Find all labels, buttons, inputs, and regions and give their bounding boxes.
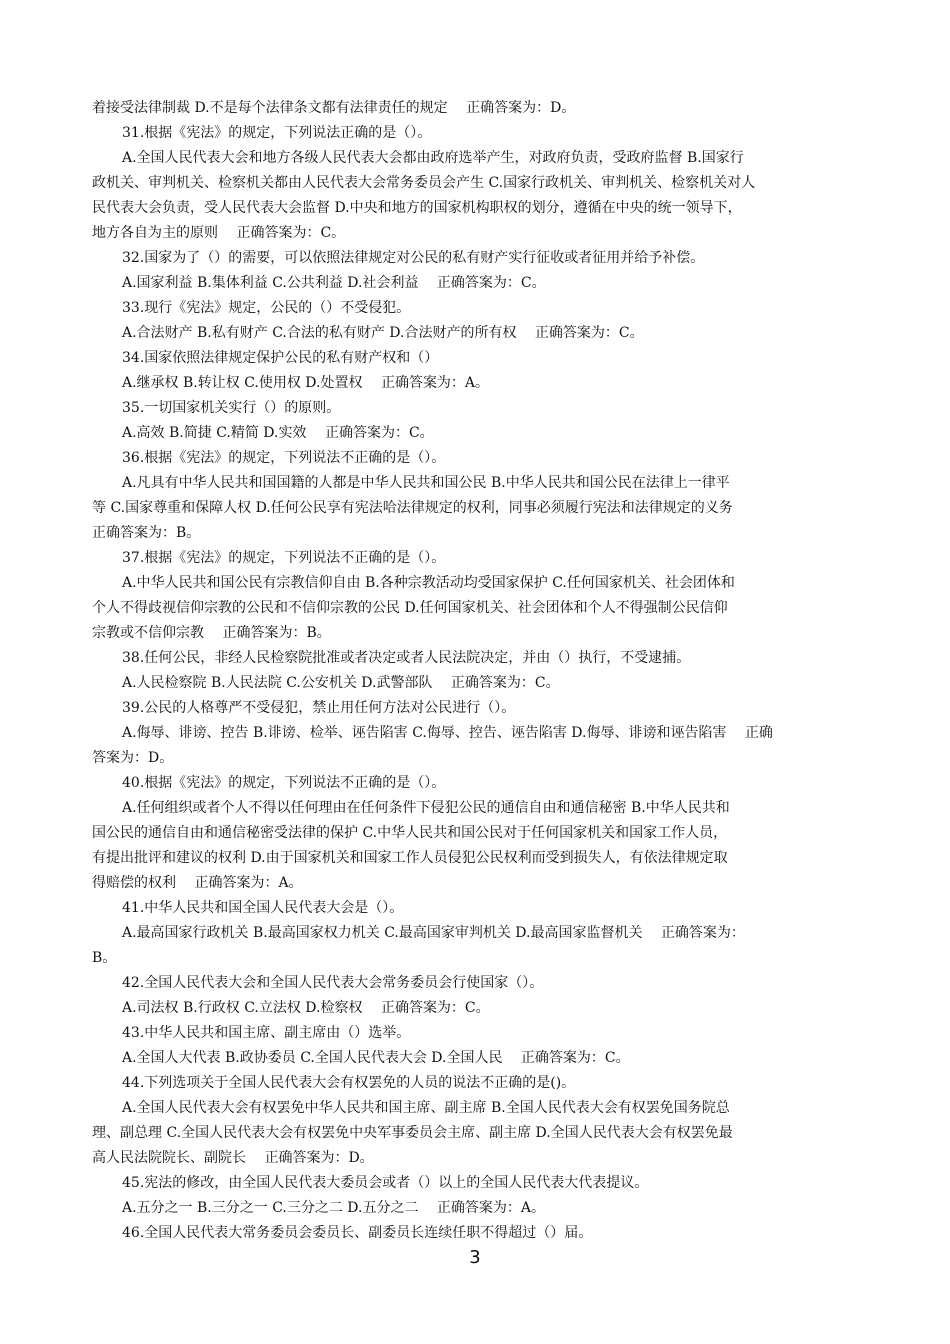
text-line: 宗教或不信仰宗教 正确答案为：B。 [92, 625, 331, 641]
text-line: 着接受法律制裁 D.不是每个法律条文都有法律责任的规定 正确答案为：D。 [92, 100, 576, 116]
text-line: A.司法权 B.行政权 C.立法权 D.检察权 正确答案为：C。 [122, 1000, 490, 1016]
text-line: 高人民法院院长、副院长 正确答案为：D。 [92, 1150, 374, 1166]
text-line: A.任何组织或者个人不得以任何理由在任何条件下侵犯公民的通信自由和通信秘密 B.中华人民共和 [122, 800, 730, 816]
text-line: A.中华人民共和国公民有宗教信仰自由 B.各种宗教活动均受国家保护 C.任何国家机关、社会团体和 [122, 575, 735, 591]
text-line: 46.全国人民代表大常务委员会委员长、副委员长连续任职不得超过（）届。 [122, 1225, 593, 1241]
text-line: 有提出批评和建议的权利 D.由于国家机关和国家工作人员侵犯公民权利而受到损失人，有依法律规定取 [92, 850, 728, 866]
text-line: 等 C.国家尊重和保障人权 D.任何公民享有宪法哈法律规定的权利，同事必须履行宪法和法律规定的义务 [92, 500, 733, 516]
text-line: 答案为：D。 [92, 750, 174, 766]
text-line: A.五分之一 B.三分之一 C.三分之二 D.五分之二 正确答案为：A。 [122, 1200, 546, 1216]
text-line: 32.国家为了（）的需要，可以依照法律规定对公民的私有财产实行征收或者征用并给予补偿。 [122, 250, 705, 266]
text-line: 35.一切国家机关实行（）的原则。 [122, 400, 341, 416]
text-line: 民代表大会负责，受人民代表大会监督 D.中央和地方的国家机构职权的划分，遵循在中央的统一领导下， [92, 200, 742, 216]
text-line: A.全国人大代表 B.政协委员 C.全国人民代表大会 D.全国人民 正确答案为：C。 [122, 1050, 630, 1066]
text-line: 39.公民的人格尊严不受侵犯，禁止用任何方法对公民进行（）。 [122, 700, 516, 716]
text-line: 33.现行《宪法》规定，公民的（）不受侵犯。 [122, 300, 411, 316]
text-line: 31.根据《宪法》的规定，下列说法正确的是（）。 [122, 125, 432, 141]
text-line: A.凡具有中华人民共和国国籍的人都是中华人民共和国公民 B.中华人民共和国公民在法律上一律平 [122, 475, 730, 491]
text-line: A.国家利益 B.集体利益 C.公共利益 D.社会利益 正确答案为：C。 [122, 275, 546, 291]
text-line: 国公民的通信自由和通信秘密受法律的保护 C.中华人民共和国公民对于任何国家机关和国家工作人员， [92, 825, 728, 841]
text-line: 政机关、审判机关、检察机关都由人民代表大会常务委员会产生 C.国家行政机关、审判机关、检察机关对人 [92, 175, 756, 191]
text-line: 38.任何公民，非经人民检察院批准或者决定或者人民法院决定，并由（）执行，不受逮捕。 [122, 650, 691, 666]
text-line: 个人不得歧视信仰宗教的公民和不信仰宗教的公民 D.任何国家机关、社会团体和个人不得强制公民信仰 [92, 600, 728, 616]
text-line: A.继承权 B.转让权 C.使用权 D.处置权 正确答案为：A。 [122, 375, 490, 391]
text-line: A.高效 B.简捷 C.精简 D.实效 正确答案为：C。 [122, 425, 434, 441]
text-line: A.人民检察院 B.人民法院 C.公安机关 D.武警部队 正确答案为：C。 [122, 675, 560, 691]
document-body [92, 96, 862, 1246]
page-number: 3 [469, 1247, 481, 1268]
text-line: 42.全国人民代表大会和全国人民代表大会常务委员会行使国家（）。 [122, 975, 544, 991]
text-line: 43.中华人民共和国主席、副主席由（）选举。 [122, 1025, 411, 1041]
text-line: A.全国人民代表大会和地方各级人民代表大会都由政府选举产生，对政府负责，受政府监督 B.国家行 [122, 150, 744, 166]
text-line: 正确答案为：B。 [92, 525, 201, 541]
text-line: 得赔偿的权利 正确答案为：A。 [92, 875, 303, 891]
text-line: 40.根据《宪法》的规定，下列说法不正确的是（）。 [122, 775, 446, 791]
text-line: 45.宪法的修改，由全国人民代表大委员会或者（）以上的全国人民代表大代表提议。 [122, 1175, 649, 1191]
text-line: 37.根据《宪法》的规定，下列说法不正确的是（）。 [122, 550, 446, 566]
text-line: 41.中华人民共和国全国人民代表大会是（）。 [122, 900, 404, 916]
text-line: A.最高国家行政机关 B.最高国家权力机关 C.最高国家审判机关 D.最高国家监督机关 正确答案为： [122, 925, 745, 941]
text-line: A.侮辱、诽谤、控告 B.诽谤、检举、诬告陷害 C.侮辱、控告、诬告陷害 D.侮辱、诽谤和诬告陷害 正确 [122, 725, 773, 741]
text-line: 34.国家依照法律规定保护公民的私有财产权和（） [122, 350, 439, 366]
text-line: B。 [92, 950, 117, 966]
text-line: 44.下列选项关于全国人民代表大会有权罢免的人员的说法不正确的是()。 [122, 1075, 576, 1091]
text-line: A.合法财产 B.私有财产 C.合法的私有财产 D.合法财产的所有权 正确答案为：C。 [122, 325, 644, 341]
text-line: 36.根据《宪法》的规定，下列说法不正确的是（）。 [122, 450, 446, 466]
text-line: 理、副总理 C.全国人民代表大会有权罢免中央军事委员会主席、副主席 D.全国人民代表大会有权罢免最 [92, 1125, 733, 1141]
text-line: 地方各自为主的原则 正确答案为：C。 [92, 225, 346, 241]
text-line: A.全国人民代表大会有权罢免中华人民共和国主席、副主席 B.全国人民代表大会有权罢免国务院总 [122, 1100, 730, 1116]
